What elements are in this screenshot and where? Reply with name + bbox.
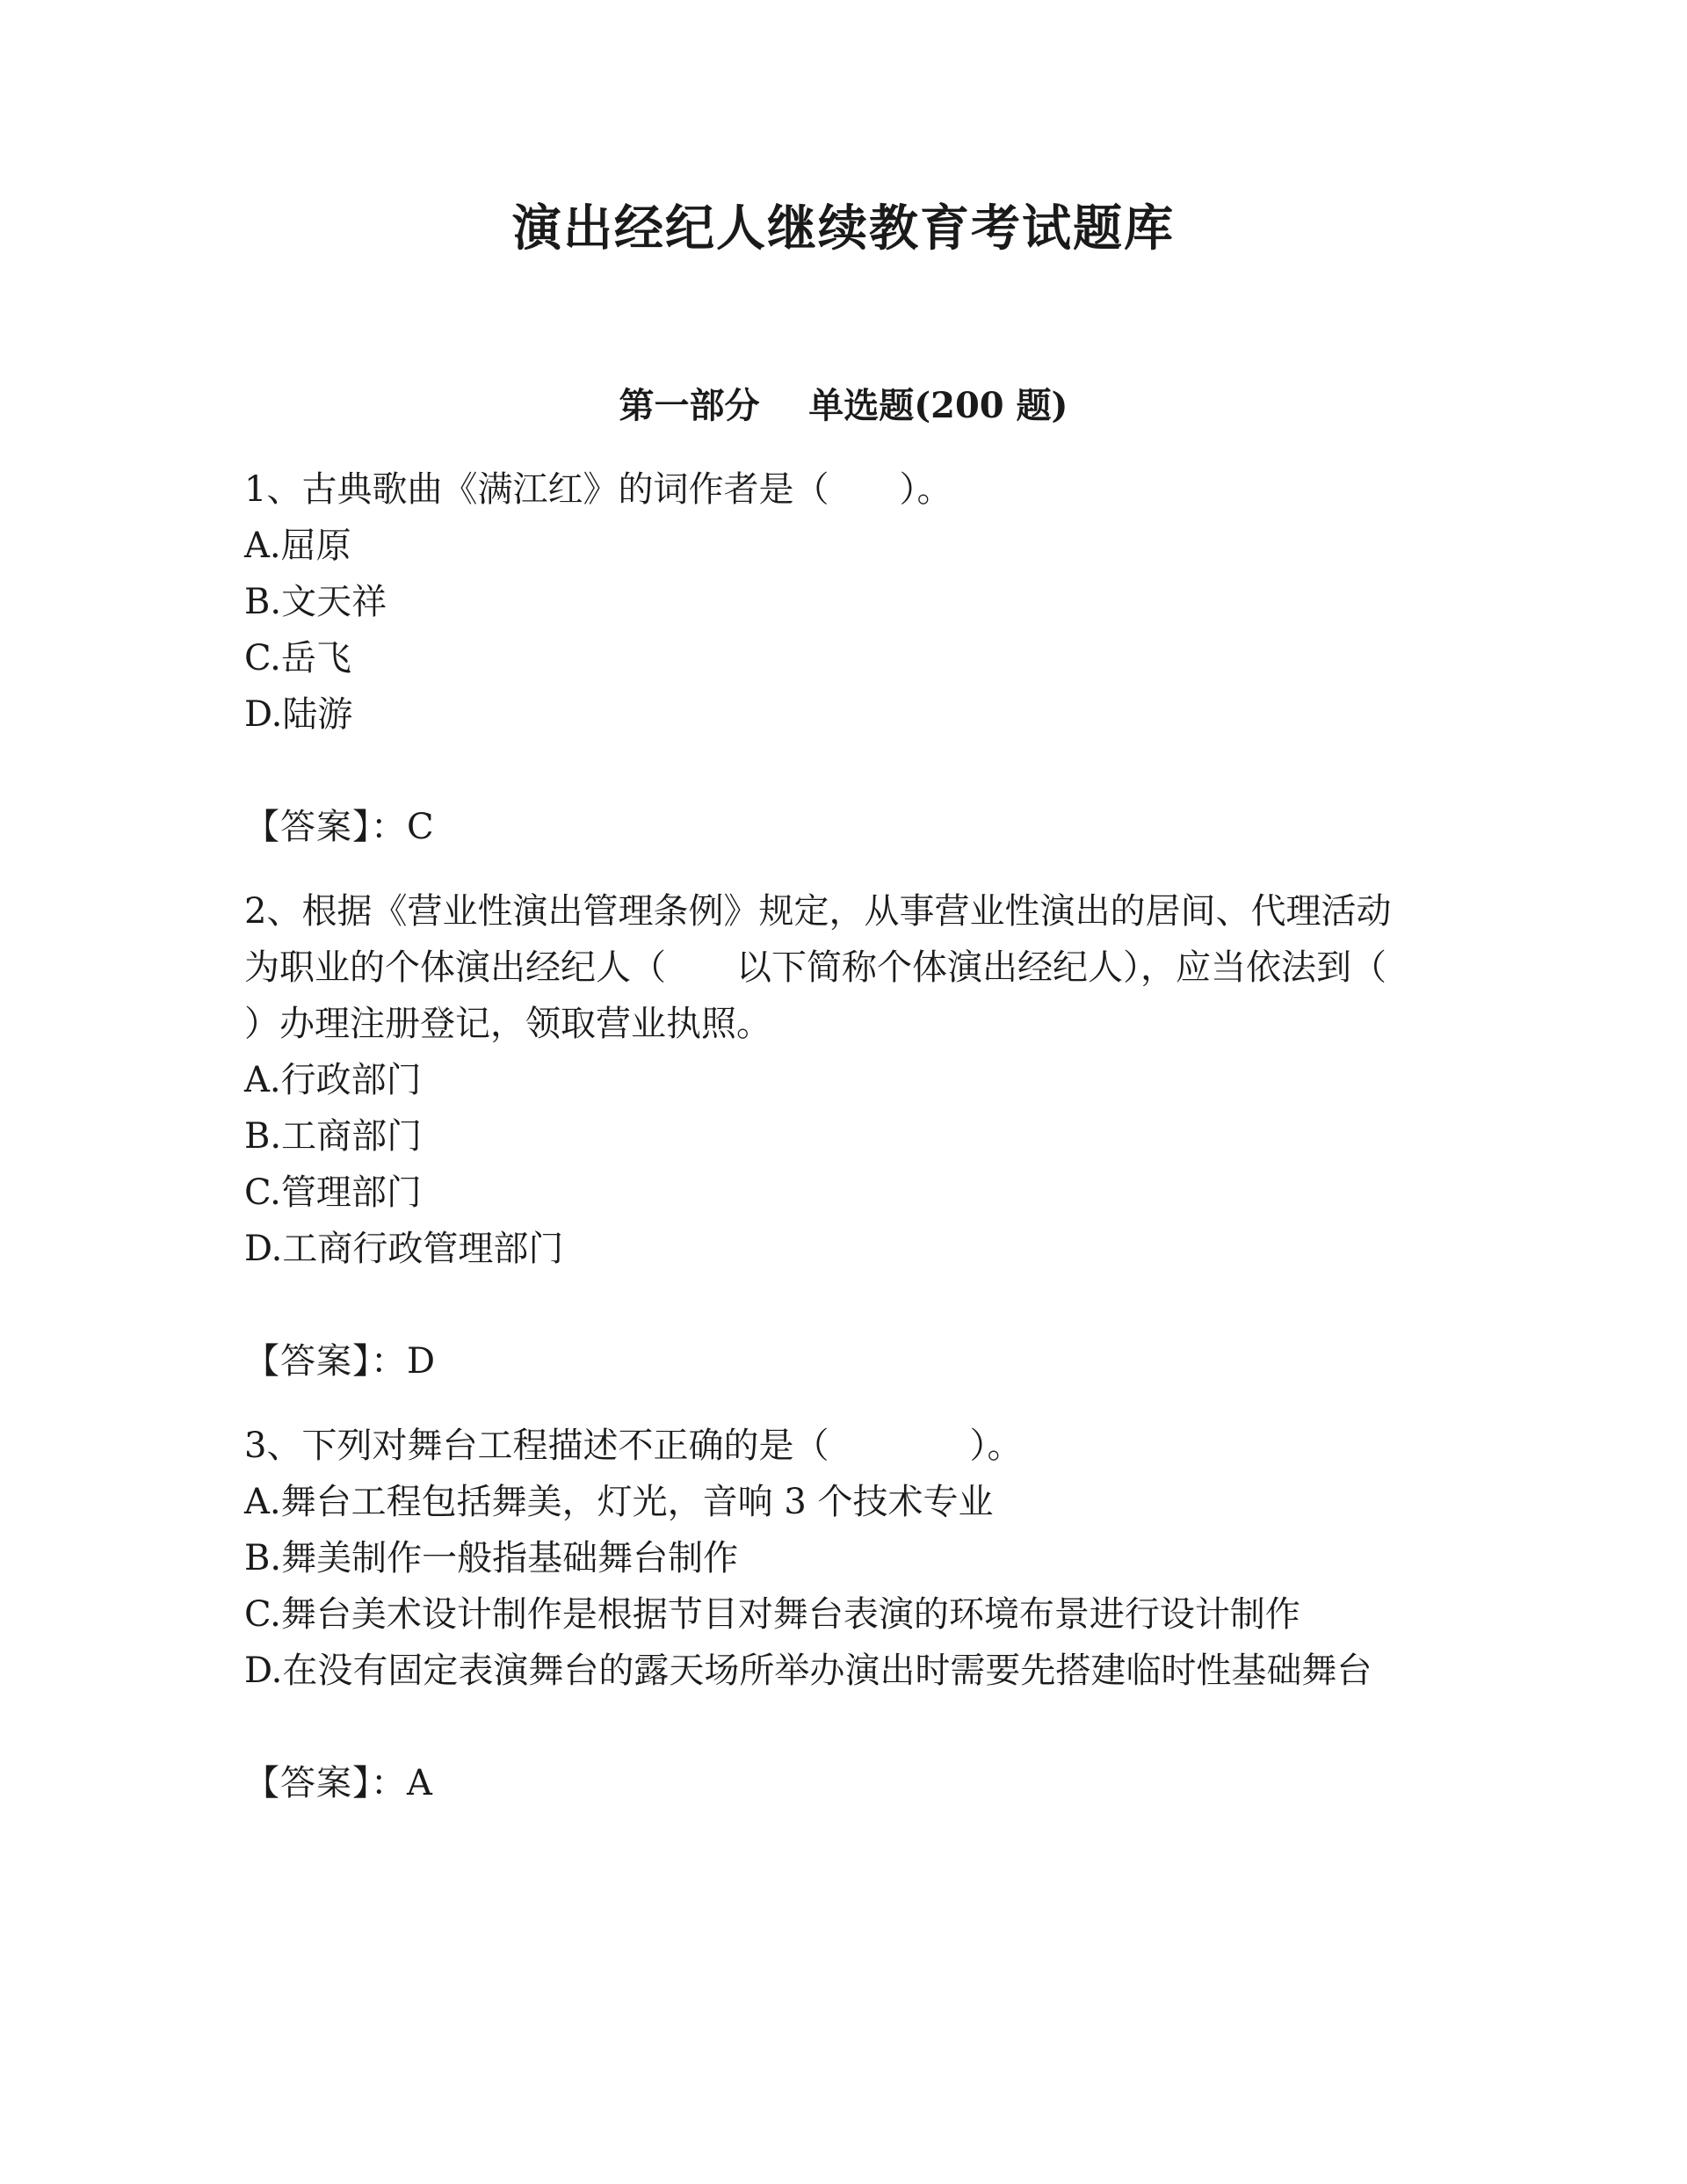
option-d: D.工商行政管理部门 bbox=[244, 1229, 564, 1269]
option-c: C.岳飞 bbox=[244, 638, 351, 678]
option-b: B.工商部门 bbox=[244, 1116, 423, 1157]
answer-value: A bbox=[407, 1763, 432, 1803]
option-d: D.陆游 bbox=[244, 694, 353, 735]
answer-value: D bbox=[407, 1341, 436, 1382]
option-a: A.屈原 bbox=[244, 526, 351, 566]
question-stem: 1、古典歌曲《满江红》的词作者是（ ）。 bbox=[244, 469, 952, 510]
question-stem: 2、根据《营业性演出管理条例》规定，从事营业性演出的居间、代理活动为职业的个体演出经纪人（ 以下简称个体演出经纪人），应当依法到（ ）办理注册登记，领取营业执照。 bbox=[244, 891, 1457, 1044]
question-stem: 3、下列对舞台工程描述不正确的是（ ）。 bbox=[244, 1426, 1023, 1466]
answer-label: 【答案】： bbox=[244, 1341, 407, 1382]
option-a: A.舞台工程包括舞美，灯光，音响 3 个技术专业 bbox=[244, 1482, 994, 1522]
question-3 bbox=[244, 1418, 1422, 1811]
answer-value: C bbox=[407, 807, 434, 847]
option-d: D.在没有固定表演舞台的露天场所举办演出时需要先搭建临时性基础舞台 bbox=[244, 1651, 1372, 1691]
document-title: 演出经纪人继续教育考试题库 bbox=[512, 200, 1175, 258]
section-title: 第一部分 单选题(200 题) bbox=[619, 385, 1068, 426]
option-c: C.管理部门 bbox=[244, 1172, 422, 1213]
option-b: B.舞美制作一般指基础舞台制作 bbox=[244, 1538, 739, 1578]
question-list bbox=[244, 461, 1457, 1839]
answer-line bbox=[244, 1755, 1422, 1811]
option-b: B.文天祥 bbox=[244, 582, 387, 622]
answer-line bbox=[244, 799, 1422, 855]
answer-label: 【答案】： bbox=[244, 1763, 407, 1803]
option-a: A.行政部门 bbox=[244, 1060, 422, 1100]
option-c: C.舞台美术设计制作是根据节目对舞台表演的环境布景进行设计制作 bbox=[244, 1594, 1300, 1635]
answer-line bbox=[244, 1333, 1422, 1389]
answer-label: 【答案】： bbox=[244, 807, 407, 847]
question-2 bbox=[244, 883, 1457, 1389]
question-1 bbox=[244, 461, 1422, 855]
